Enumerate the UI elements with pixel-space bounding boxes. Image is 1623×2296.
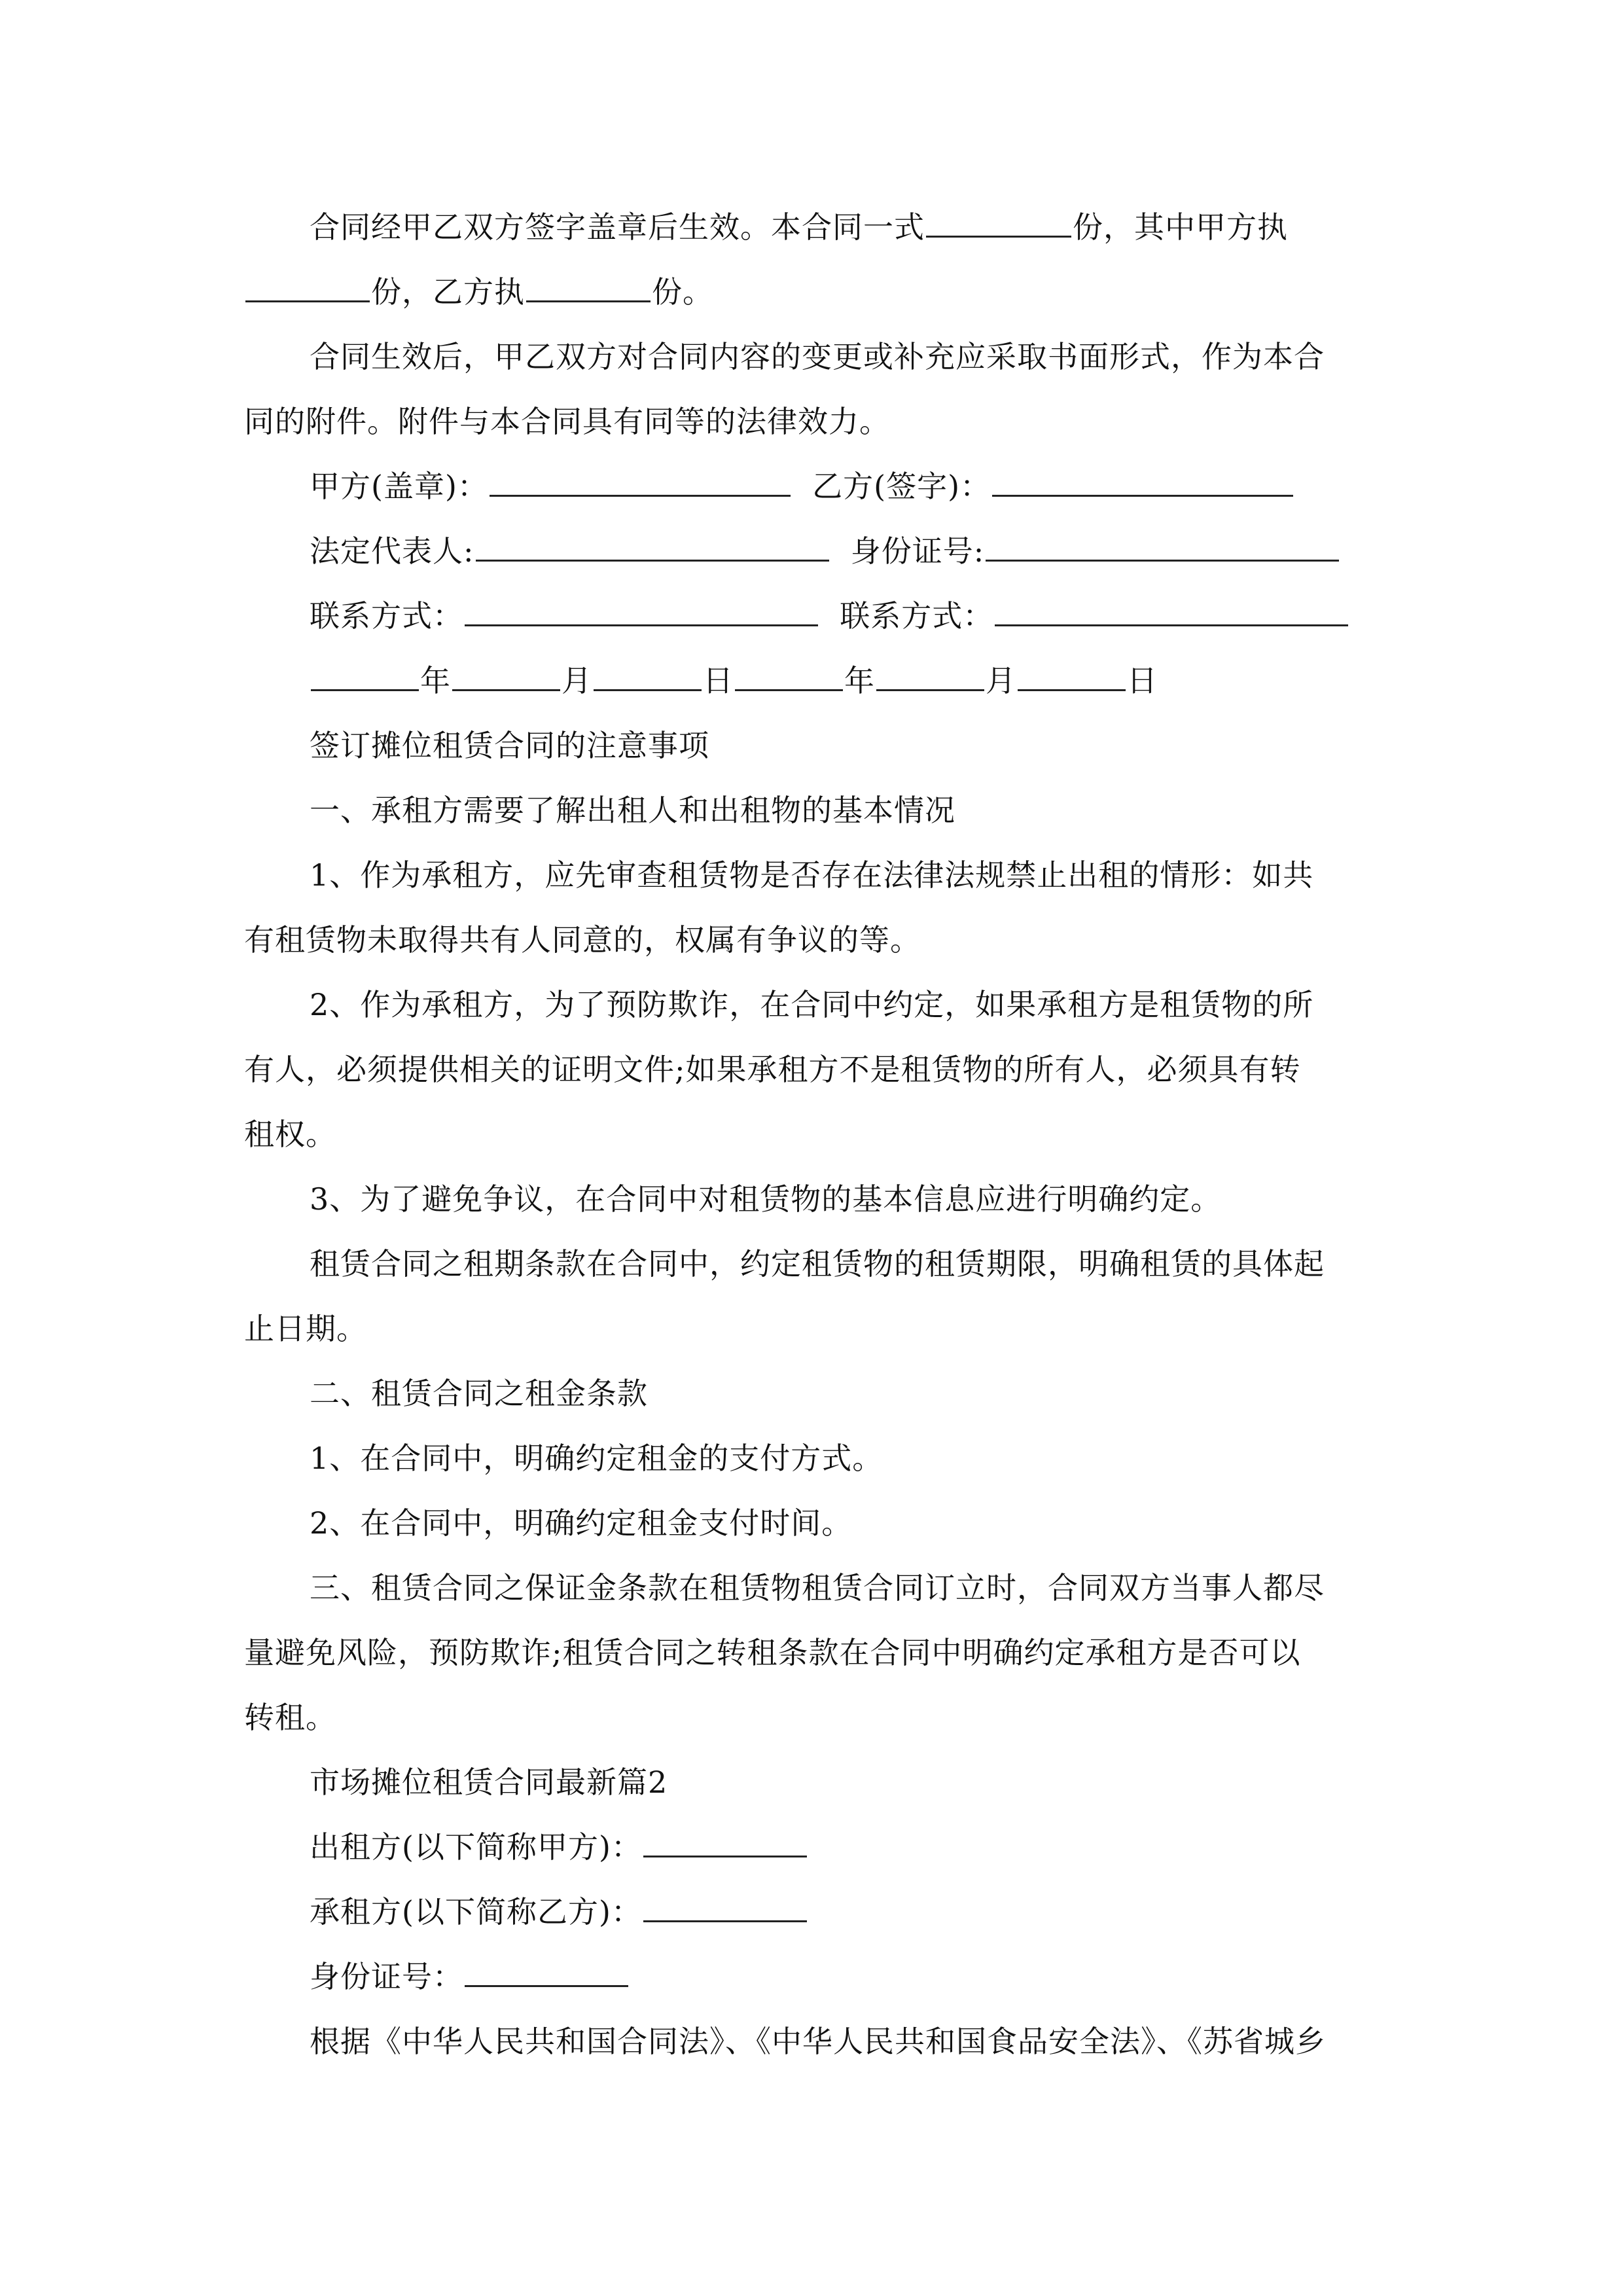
line-text: 合同生效后，甲乙双方对合同内容的变更或补充应采取书面形式，作为本合 [310,339,1325,374]
legal-rep-label: 法定代表人: [310,533,474,569]
date-month: 月 [562,663,592,698]
text-line [310,848,1448,902]
text-line [244,913,1383,967]
text-line [310,1172,1448,1226]
fill-blank [735,660,843,691]
fill-blank [995,596,1348,626]
date-day: 日 [703,663,734,698]
line-text: 有人，必须提供相关的证明文件;如果承租方不是租赁物的所有人，必须具有转 [244,1052,1301,1087]
text-line [310,2015,1448,2068]
text-line [244,1302,1383,1355]
date-year: 年 [420,663,451,698]
line-text: 1、在合同中，明确约定租金的支付方式。 [310,1441,883,1476]
line-text: 有租赁物未取得共有人同意的，权属有争议的等。 [244,922,921,958]
id-number-label: 身份证号： [310,1959,463,1994]
date-line [310,654,1448,708]
line-text: 1、作为承租方，应先审查租赁物是否存在法律法规禁止出租的情形：如共 [310,857,1314,893]
text-line [244,395,1383,448]
line-text: 份，其中甲方执 [1073,209,1288,245]
date-month: 月 [986,663,1016,698]
text-line [244,265,1383,319]
line-text: 租权。 [244,1117,336,1152]
text-line [310,1496,1448,1550]
date-day: 日 [1127,663,1158,698]
fill-blank [465,1956,628,1987]
fill-blank [311,660,419,691]
party-a-seal-label: 甲方(盖章)： [310,469,488,504]
fill-blank [465,596,818,626]
contact-label: 联系方式： [840,598,994,634]
date-year: 年 [844,663,875,698]
line-text: 量避免风险，预防欺诈;租赁合同之转租条款在合同中明确约定承租方是否可以 [244,1635,1301,1670]
line-text: 3、为了避免争议，在合同中对租赁物的基本信息应进行明确约定。 [310,1181,1222,1217]
line-text: 二、租赁合同之租金条款 [310,1376,648,1411]
line-text: 转租。 [244,1700,336,1735]
line-text: 份，乙方执 [371,274,525,310]
fill-blank [526,272,651,302]
line-text: 三、租赁合同之保证金条款在租赁物租赁合同订立时，合同双方当事人都尽 [310,1570,1325,1605]
fill-blank [1018,660,1126,691]
section-heading [310,1755,1448,1809]
line-text: 根据《中华人民共和国合同法》、《中华人民共和国食品安全法》、《苏省城乡 [310,2024,1326,2059]
signature-line [310,459,1448,513]
section-heading [310,719,1448,772]
fill-blank [594,660,702,691]
fill-blank [490,466,791,497]
text-line [310,200,1448,254]
text-line [244,1626,1383,1679]
fill-blank [245,272,370,302]
text-line [310,1950,1448,2003]
fill-blank [476,531,829,562]
party-b-sign-label: 乙方(签字)： [812,469,991,504]
text-line [310,1820,1448,1874]
fill-blank [452,660,560,691]
text-line [310,1367,1448,1420]
text-line [310,1885,1448,1939]
text-line [310,330,1448,384]
text-line [244,1043,1383,1096]
line-text: 一、承租方需要了解出租人和出租物的基本情况 [310,793,955,828]
fill-blank [643,1892,807,1922]
text-line [244,1107,1383,1161]
line-text: 市场摊位租赁合同最新篇2 [310,1765,668,1800]
fill-blank [876,660,984,691]
line-text: 同的附件。附件与本合同具有同等的法律效力。 [244,404,890,439]
signature-line [310,524,1448,578]
text-line [310,783,1448,837]
text-line [310,1431,1448,1485]
lessee-label: 承租方(以下简称乙方)： [310,1894,642,1929]
line-text: 份。 [652,274,713,310]
signature-line [310,589,1448,643]
text-line [244,1691,1383,1744]
line-text: 租赁合同之租期条款在合同中，约定租赁物的租赁期限，明确租赁的具体起 [310,1246,1325,1282]
contact-label: 联系方式： [310,598,463,634]
line-text: 2、在合同中，明确约定租金支付时间。 [310,1505,853,1541]
fill-blank [986,531,1339,562]
line-text: 止日期。 [244,1311,367,1346]
fill-blank [926,207,1071,238]
text-line [310,1561,1448,1615]
lessor-label: 出租方(以下简称甲方)： [310,1829,642,1865]
line-text: 2、作为承租方，为了预防欺诈，在合同中约定，如果承租方是租赁物的所 [310,987,1314,1022]
text-line [310,1237,1448,1291]
text-line [310,978,1448,1031]
id-number-label: 身份证号: [850,533,985,569]
line-text: 签订摊位租赁合同的注意事项 [310,728,709,763]
line-text: 合同经甲乙双方签字盖章后生效。本合同一式 [310,209,925,245]
fill-blank [643,1827,807,1857]
fill-blank [992,466,1293,497]
